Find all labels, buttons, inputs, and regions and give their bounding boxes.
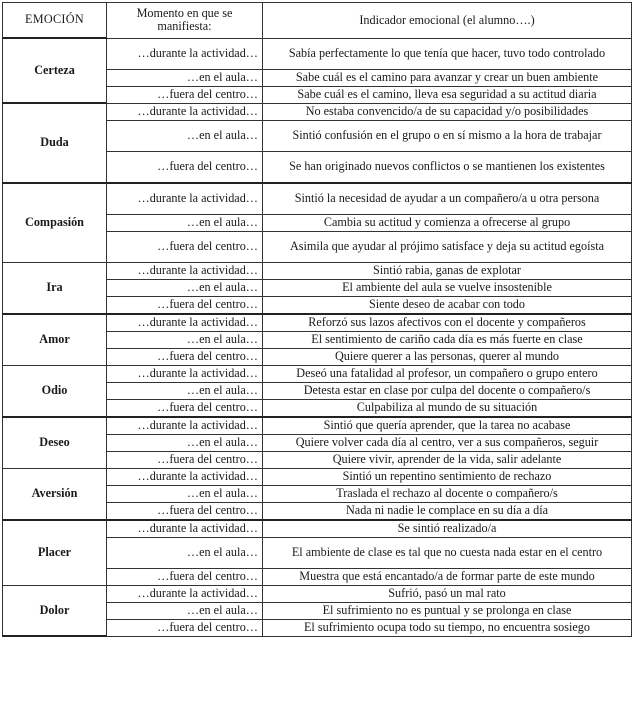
indicator-cell: Detesta estar en clase por culpa del docente o compañero/s: [263, 382, 632, 399]
moment-cell: …durante la actividad…: [107, 468, 263, 485]
moment-cell: …en el aula…: [107, 537, 263, 568]
indicator-cell: Sintió rabia, ganas de explotar: [263, 262, 632, 279]
indicator-cell: El ambiente de clase es tal que no cuesta nada estar en el centro: [263, 537, 632, 568]
indicator-cell: Quiere querer a las personas, querer al mundo: [263, 348, 632, 365]
indicator-cell: Nada ni nadie le complace en su día a día: [263, 502, 632, 520]
indicator-cell: Sabe cuál es el camino, lleva esa seguridad a su actitud diaria: [263, 86, 632, 103]
indicator-cell: Sabe cuál es el camino para avanzar y crear un buen ambiente: [263, 69, 632, 86]
table-row: [3, 468, 632, 485]
indicator-cell: Sintió la necesidad de ayudar a un compañero/a u otra persona: [263, 183, 632, 215]
moment-cell: …en el aula…: [107, 69, 263, 86]
emotion-name: Certeza: [3, 38, 107, 103]
moment-cell: …fuera del centro…: [107, 502, 263, 520]
emotion-name: Duda: [3, 103, 107, 183]
moment-cell: …fuera del centro…: [107, 619, 263, 636]
moment-cell: …fuera del centro…: [107, 296, 263, 314]
moment-cell: …durante la actividad…: [107, 314, 263, 332]
moment-cell: …en el aula…: [107, 485, 263, 502]
table-row: [3, 365, 632, 382]
table-row: [3, 314, 632, 332]
indicator-cell: Quiere volver cada día al centro, ver a sus compañeros, seguir: [263, 434, 632, 451]
moment-cell: …fuera del centro…: [107, 451, 263, 468]
emotion-name: Dolor: [3, 585, 107, 636]
emotion-name: Odio: [3, 365, 107, 417]
indicator-cell: Siente deseo de acabar con todo: [263, 296, 632, 314]
indicator-cell: Culpabiliza al mundo de su situación: [263, 399, 632, 417]
table-row: [3, 262, 632, 279]
table-row: [3, 585, 632, 602]
indicator-cell: Asimila que ayudar al prójimo satisface y deja su actitud egoísta: [263, 231, 632, 262]
moment-cell: …en el aula…: [107, 214, 263, 231]
header-emotion: EMOCIÓN: [3, 3, 107, 39]
emotion-name: Placer: [3, 520, 107, 586]
indicator-cell: Deseó una fatalidad al profesor, un compañero o grupo entero: [263, 365, 632, 382]
indicator-cell: Sufrió, pasó un mal rato: [263, 585, 632, 602]
indicator-cell: Quiere vivir, aprender de la vida, salir adelante: [263, 451, 632, 468]
indicator-cell: Reforzó sus lazos afectivos con el docente y compañeros: [263, 314, 632, 332]
emotion-name: Compasión: [3, 183, 107, 263]
emotion-name: Aversión: [3, 468, 107, 520]
indicator-cell: Sintió un repentino sentimiento de rechazo: [263, 468, 632, 485]
indicator-cell: El sufrimiento ocupa todo su tiempo, no encuentra sosiego: [263, 619, 632, 636]
table-row: [3, 183, 632, 215]
indicator-cell: El sufrimiento no es puntual y se prolonga en clase: [263, 602, 632, 619]
moment-cell: …durante la actividad…: [107, 38, 263, 69]
table-row: [3, 103, 632, 120]
moment-cell: …durante la actividad…: [107, 365, 263, 382]
indicator-cell: No estaba convencido/a de su capacidad y/o posibilidades: [263, 103, 632, 120]
moment-cell: …durante la actividad…: [107, 103, 263, 120]
table-row: [3, 417, 632, 435]
moment-cell: …fuera del centro…: [107, 231, 263, 262]
header-moment: Momento en que se manifiesta:: [107, 3, 263, 39]
indicator-cell: Sintió confusión en el grupo o en sí mismo a la hora de trabajar: [263, 120, 632, 151]
indicator-cell: El ambiente del aula se vuelve insostenible: [263, 279, 632, 296]
indicator-cell: Sabía perfectamente lo que tenía que hacer, tuvo todo controlado: [263, 38, 632, 69]
indicator-cell: Sintió que quería aprender, que la tarea no acabase: [263, 417, 632, 435]
moment-cell: …en el aula…: [107, 602, 263, 619]
moment-cell: …fuera del centro…: [107, 568, 263, 585]
table-row: [3, 520, 632, 538]
moment-cell: …en el aula…: [107, 279, 263, 296]
moment-cell: …en el aula…: [107, 382, 263, 399]
indicator-cell: Traslada el rechazo al docente o compañero/s: [263, 485, 632, 502]
moment-cell: …durante la actividad…: [107, 183, 263, 215]
moment-cell: …durante la actividad…: [107, 417, 263, 435]
emotions-table: [2, 2, 632, 637]
indicator-cell: Se sintió realizado/a: [263, 520, 632, 538]
moment-cell: …en el aula…: [107, 434, 263, 451]
moment-cell: …en el aula…: [107, 331, 263, 348]
indicator-cell: Se han originado nuevos conflictos o se mantienen los existentes: [263, 151, 632, 183]
header-indicator: Indicador emocional (el alumno….): [263, 3, 632, 39]
indicator-cell: Muestra que está encantado/a de formar parte de este mundo: [263, 568, 632, 585]
moment-cell: …fuera del centro…: [107, 151, 263, 183]
moment-cell: …durante la actividad…: [107, 262, 263, 279]
header-row: [3, 3, 632, 39]
indicator-cell: El sentimiento de cariño cada día es más fuerte en clase: [263, 331, 632, 348]
emotion-name: Amor: [3, 314, 107, 366]
table-row: [3, 38, 632, 69]
moment-cell: …fuera del centro…: [107, 399, 263, 417]
emotion-name: Ira: [3, 262, 107, 314]
moment-cell: …fuera del centro…: [107, 86, 263, 103]
moment-cell: …fuera del centro…: [107, 348, 263, 365]
indicator-cell: Cambia su actitud y comienza a ofrecerse al grupo: [263, 214, 632, 231]
moment-cell: …durante la actividad…: [107, 585, 263, 602]
moment-cell: …durante la actividad…: [107, 520, 263, 538]
moment-cell: …en el aula…: [107, 120, 263, 151]
emotion-name: Deseo: [3, 417, 107, 469]
